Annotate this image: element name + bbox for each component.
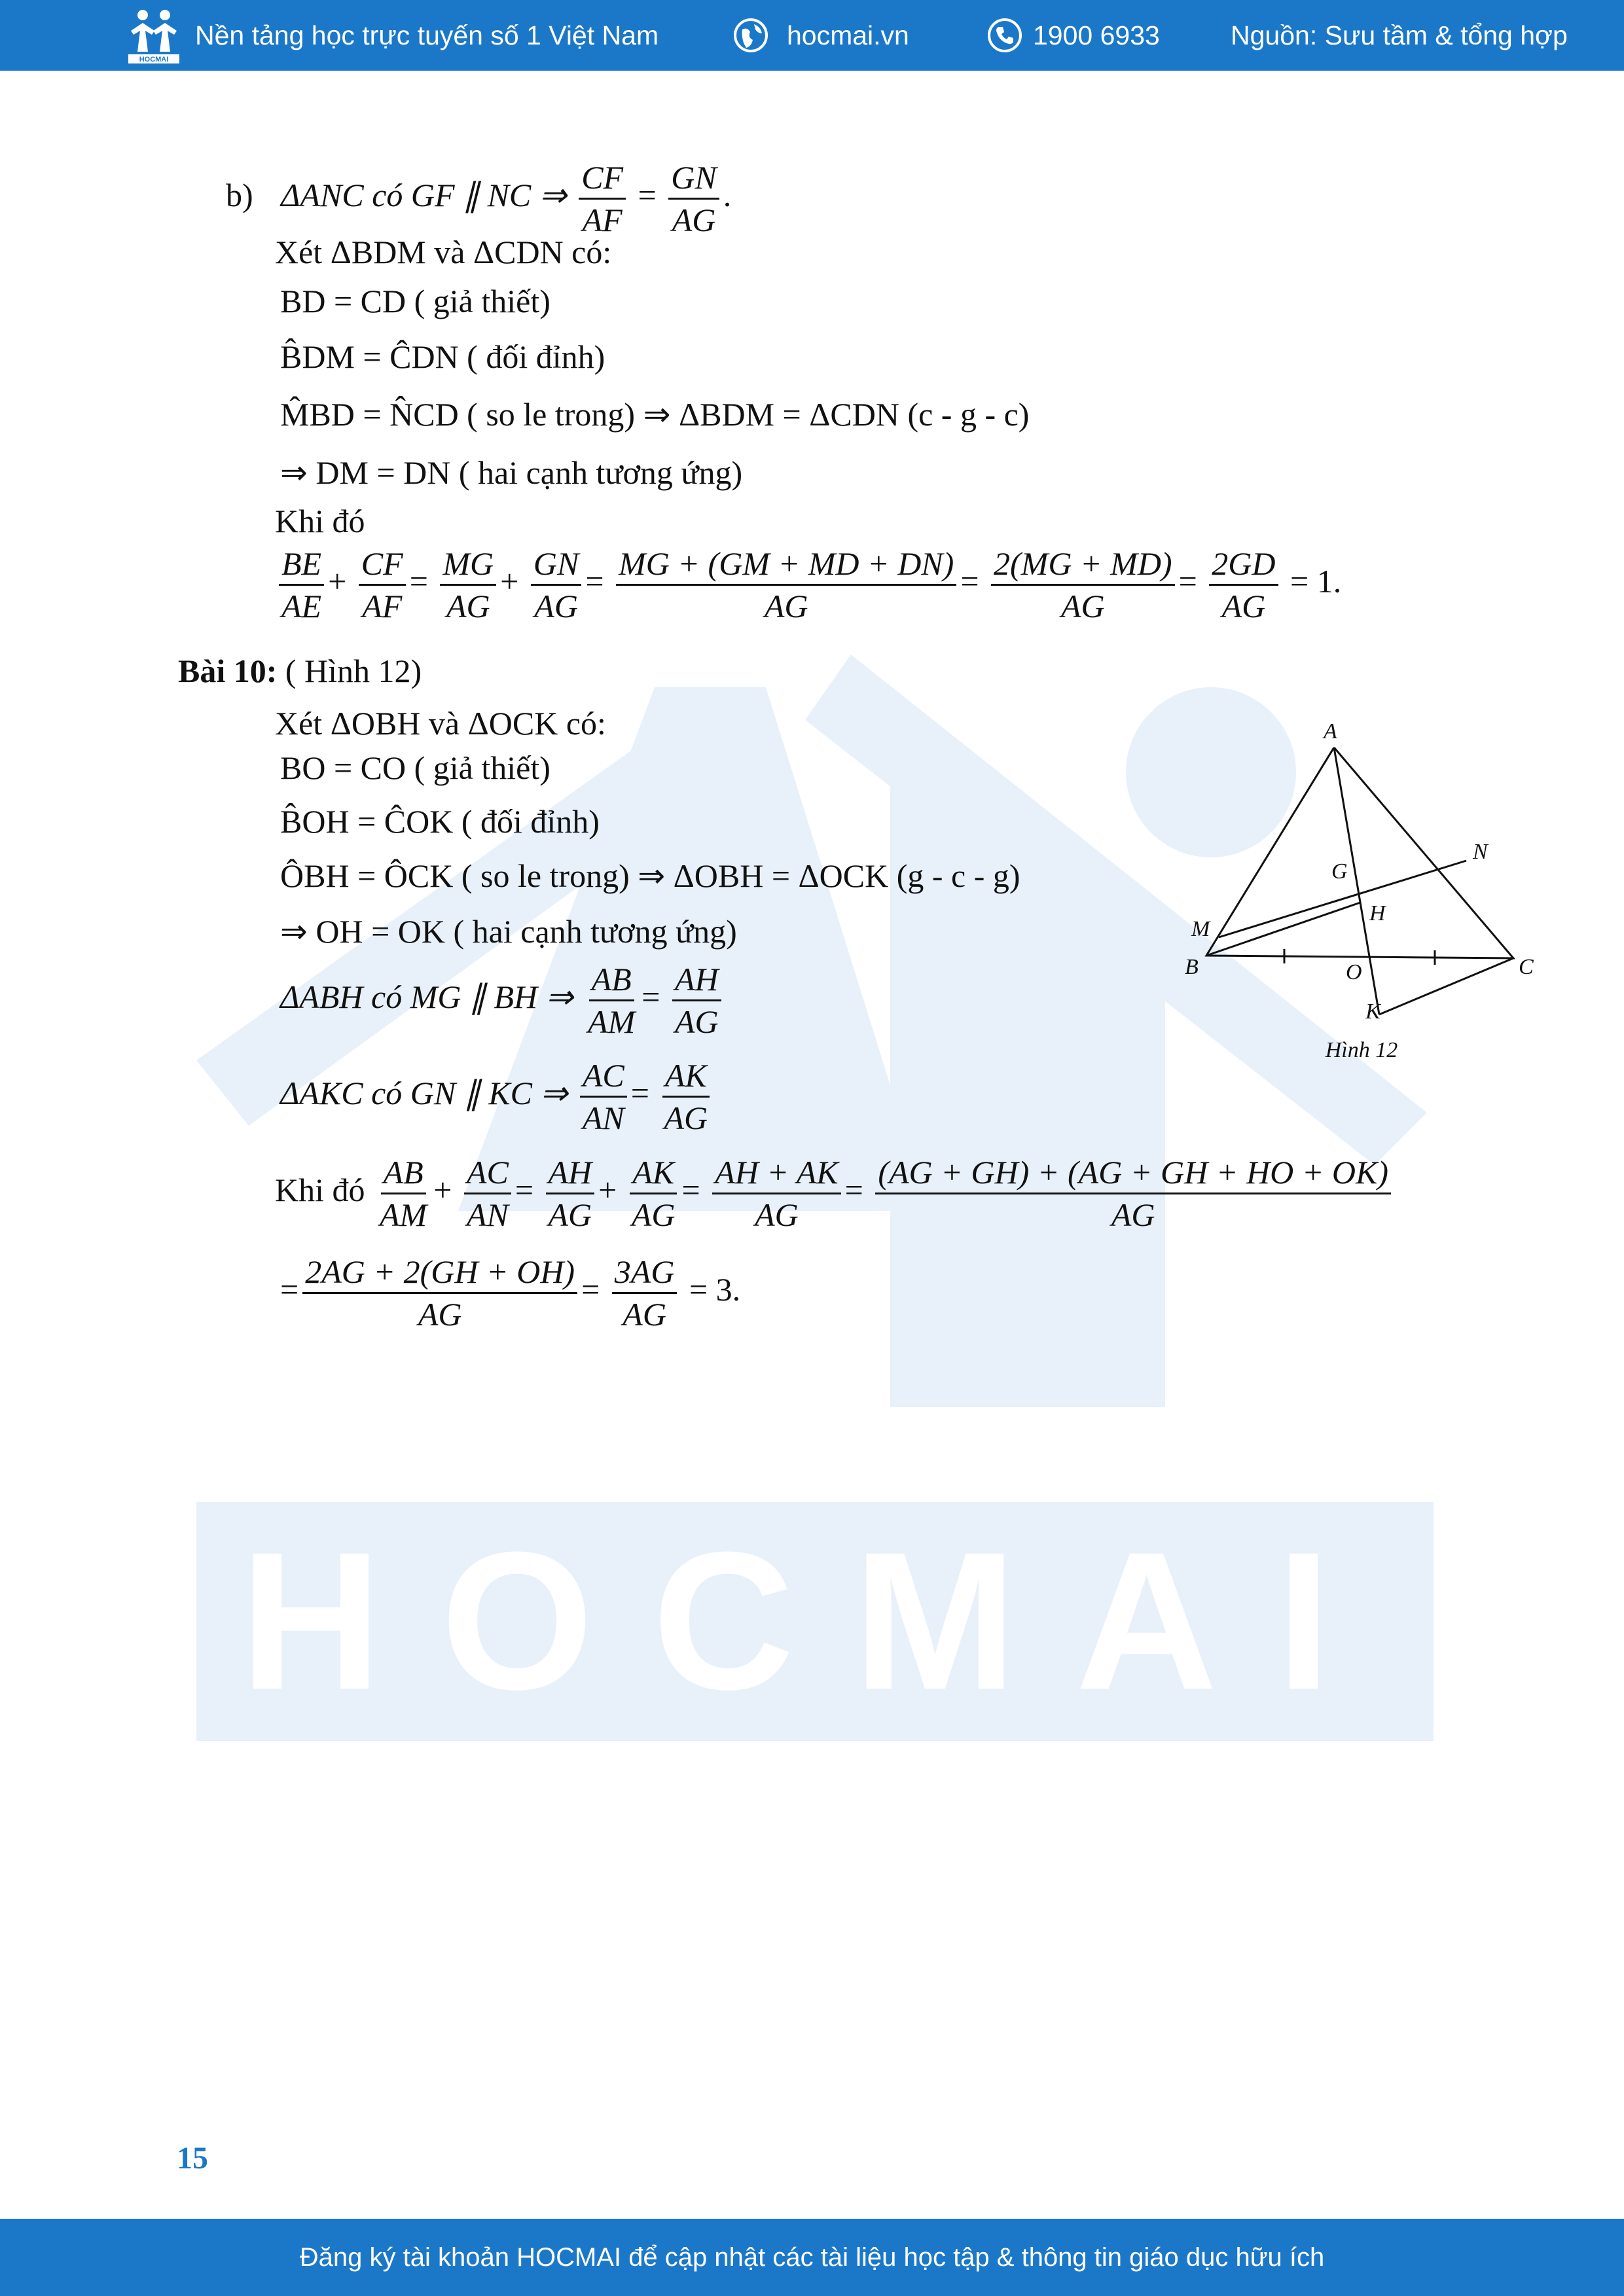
abh-line: ΔABH có MG ∥ BH ⇒ $\frac{AB}{AM}$ = $\frac{AH}{AG}$ xyxy=(280,959,725,1042)
bai10-title: Bài 10: xyxy=(178,653,278,689)
text-anc: ΔANC có GF ∥ NC ⇒ xyxy=(281,176,567,213)
akc-line: ΔAKC có GN ∥ KC ⇒ $\frac{AC}{AN}$ = $\frac{AK}{AG}$ xyxy=(280,1055,714,1138)
line-bh xyxy=(1206,903,1360,956)
label-o: O xyxy=(1346,960,1362,984)
header-tagline: Nền tảng học trực tuyến số 1 Việt Nam xyxy=(195,20,659,50)
text-line: ⇒ OH = OK ( hai cạnh tương ứng) xyxy=(280,913,737,950)
phone-number[interactable]: 1900 6933 xyxy=(1033,20,1160,50)
text-line: M̂BD = N̂CD ( so le trong) ⇒ ΔBDM = ΔCDN (c - g - c) xyxy=(280,396,1030,433)
svg-text:HOCMAI: HOCMAI xyxy=(139,56,169,63)
fraction: $\frac{GN}{AG}$ xyxy=(668,157,719,240)
bai10-ref: ( Hình 12) xyxy=(285,653,422,689)
text-line: BD = CD ( giả thiết) xyxy=(280,283,550,319)
line-kc xyxy=(1379,958,1513,1014)
text-line: ÔBH = ÔCK ( so le trong) ⇒ ΔOBH = ΔOCK (g - c - g) xyxy=(280,857,1020,894)
footer-text[interactable]: Đăng ký tài khoản HOCMAI để cập nhật các tài liệu học tập & thông tin giáo dục hữu ích xyxy=(299,2242,1325,2272)
text-line: B̂OH = ĈOK ( đối đỉnh) xyxy=(280,803,600,840)
line-b: b) ΔANC có GF ∥ NC ⇒ $\frac{CF}{AF}$ = $\frac{GN}{AG}$ . xyxy=(226,157,731,240)
text-line: Xét ΔOBH và ΔOCK có: xyxy=(275,705,606,742)
label-h: H xyxy=(1369,901,1386,925)
equation-2: Khi đó $\frac{AB}{AM}$ + $\frac{AC}{AN}$ = $\frac{AH}{AG}$ + $\frac{AK}{AG}$ = $\frac{AH + AK}{AG}$ = $\frac{(AG + GH) + (AG + GH + HO + OK)}{AG}$ xyxy=(275,1152,1395,1235)
equation-1: $\frac{BE}{AE}$ + $\frac{CF}{AF}$ = $\frac{MG}{AG}$ + $\frac{GN}{AG}$ = $\frac{MG + (GM + MD + DN)}{AG}$ = $\frac{2(MG + MD)}{AG}$ = $\frac{2GD}{AG}$ = 1. xyxy=(275,543,1341,626)
globe-icon xyxy=(733,0,768,71)
equation-3: = $\frac{2AG + 2(GH + OH)}{AG}$ = $\frac{3AG}{AG}$ = 3. xyxy=(280,1251,740,1335)
text-line: B̂DM = ĈDN ( đối đỉnh) xyxy=(280,338,605,375)
label-a: A xyxy=(1324,719,1337,744)
header-bar xyxy=(0,0,1624,71)
label-k: K xyxy=(1365,999,1380,1024)
geometry-figure-12 xyxy=(1178,707,1545,1073)
label-n: N xyxy=(1473,840,1488,864)
fraction: $\frac{CF}{AF}$ xyxy=(579,157,626,240)
label-m: M xyxy=(1191,917,1210,941)
text-line: Xét ΔBDM và ΔCDN có: xyxy=(275,234,612,270)
figure-caption: Hình 12 xyxy=(1325,1038,1398,1062)
label-b: B xyxy=(1185,955,1199,979)
text-line: ⇒ DM = DN ( hai cạnh tương ứng) xyxy=(280,454,743,491)
logo-icon xyxy=(124,6,183,65)
phone-icon xyxy=(987,0,1022,71)
part-label-b: b) xyxy=(226,176,253,213)
website-link[interactable]: hocmai.vn xyxy=(787,20,909,50)
text-line: BO = CO ( giả thiết) xyxy=(280,749,550,786)
label-c: C xyxy=(1519,955,1534,979)
page-number: 15 xyxy=(177,2141,208,2176)
hocmai-logo[interactable] xyxy=(124,0,183,71)
text-line: Khi đó xyxy=(275,503,365,539)
footer-bar[interactable] xyxy=(0,2219,1624,2296)
watermark-text: HOCMAI xyxy=(240,1511,1390,1731)
bai10-heading xyxy=(178,651,422,691)
label-g: G xyxy=(1331,859,1348,884)
header-source: Nguồn: Sưu tầm & tổng hợp xyxy=(1231,20,1568,50)
